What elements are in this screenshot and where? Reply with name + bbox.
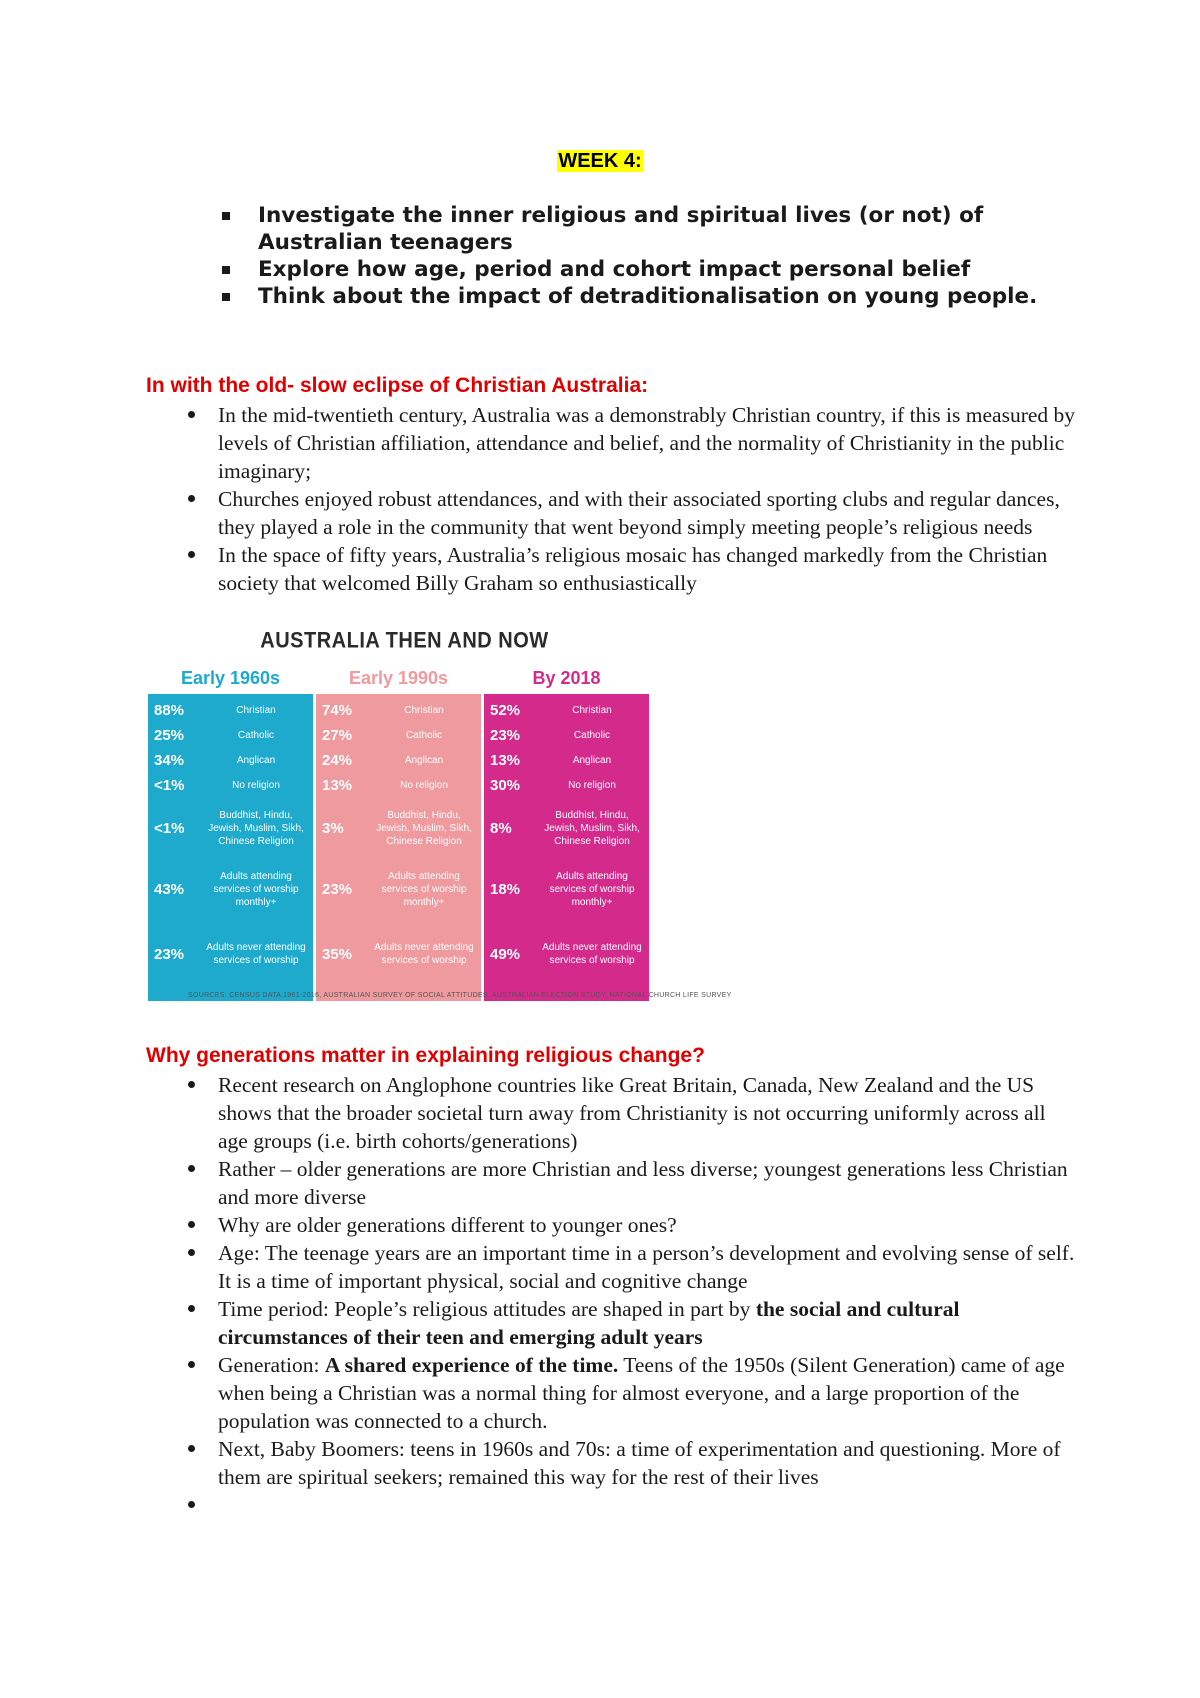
stat-label: Christian [572,704,612,716]
bullet-dot-icon [188,1305,195,1312]
bullet-text: Generation: [218,1353,325,1377]
stat-label: Christian [404,704,444,716]
stat-label: Adults never attending services of worship [206,942,306,966]
stat-percent: 24% [322,751,353,769]
infographic-stat-row [484,920,649,988]
bullet-text: Churches enjoyed robust attendances, and with their associated sporting clubs and regular dances, they played a role in the community that went beyond simply meeting people’s religious needs [218,487,1060,539]
infographic-stat-row [148,798,313,858]
stat-label: Catholic [237,729,275,741]
infographic-column [484,662,649,1001]
stat-label: Adults attending services of worship monthly+ [213,870,299,908]
stat-percent: 25% [154,726,185,744]
bullet-item [180,1071,1080,1155]
bullet-text: Age: The teenage years are an important time in a person’s development and evolving sense of self. It is a time of important physical, social and cognitive change [218,1241,1075,1293]
stat-label: Adults never attending services of worship [374,942,474,966]
column-body [316,694,481,1001]
objective-item [222,256,1102,283]
stat-percent: 43% [154,880,185,898]
bullet-item [180,485,1080,541]
bullet-text: Recent research on Anglophone countries like Great Britain, Canada, New Zealand and the US shows that the broader societal turn away from Christianity is not occurring uniformly across all age groups (i.e. birth cohorts/generations) [218,1073,1046,1153]
stat-percent: 13% [322,776,353,794]
generations-bullets [180,1071,1080,1519]
bullet-dot-icon [188,551,195,558]
bullet-text: Rather – older generations are more Christian and less diverse; youngest generations less Christian and more diverse [218,1157,1068,1209]
stat-percent: 52% [490,701,521,719]
infographic-stat-row [316,860,481,918]
bullet-item [180,1155,1080,1211]
australia-then-and-now-infographic [148,628,732,1000]
bullet-dot-icon [188,495,195,502]
stat-label: Catholic [573,729,611,741]
bullet-item [180,1211,1080,1239]
bullet-text: Why are older generations different to younger ones? [218,1213,677,1237]
stat-percent: 35% [322,945,353,963]
stat-percent: <1% [154,819,185,837]
infographic-stat-row [484,698,649,722]
stat-label: Buddhist, Hindu, Jewish, Muslim, Sikh, Chinese Religion [544,809,640,847]
objective-text: Think about the impact of detraditionalisation on young people. [258,284,1038,309]
bullet-bold-text: A shared experience of the time. [324,1353,619,1377]
stat-label: Buddhist, Hindu, Jewish, Muslim, Sikh, Chinese Religion [208,809,304,847]
infographic-stat-row [484,748,649,772]
bullet-bold-text: the social and cultural circumstances of their teen and emerging adult years [218,1297,960,1349]
bullet-item [180,1351,1080,1435]
stat-percent: 49% [490,945,521,963]
week-label: WEEK 4: [558,150,642,172]
bullet-item [180,1239,1080,1295]
stat-label: Adults never attending services of worship [542,942,642,966]
stat-percent: 18% [490,880,521,898]
stat-percent: 23% [322,880,353,898]
section-heading-christian-australia: In with the old- slow eclipse of Christian Australia: [146,374,649,397]
infographic-source: SOURCES: CENSUS DATA 1961-2016, AUSTRALIAN SURVEY OF SOCIAL ATTITUDES, AUSTRALIAN ELECTION STUDY, NATIONAL CHURCH LIFE SURVEY [188,992,732,999]
stat-percent: 8% [490,819,512,837]
bullet-dot-icon [188,1501,195,1508]
bullet-item [180,401,1080,485]
bullet-dot-icon [188,1081,195,1088]
column-body [484,694,649,1001]
bullet-item [180,541,1080,597]
bullet-dot-icon [188,1165,195,1172]
infographic-stat-row [484,773,649,797]
stat-label: No religion [400,779,448,791]
bullet-item [180,1491,1080,1519]
stat-label: Adults attending services of worship monthly+ [381,870,467,908]
bullet-item [180,1295,1080,1351]
stat-percent: <1% [154,776,185,794]
bullet-text: Time period: People’s religious attitudes are shaped in part by [218,1297,756,1321]
bullet-item [180,1435,1080,1491]
bullet-text: In the mid-twentieth century, Australia was a demonstrably Christian country, if this is measured by levels of Christian affiliation, attendance and belief, and the normality of Christianity in the public imaginary; [218,403,1076,483]
infographic-stat-row [316,798,481,858]
stat-percent: 13% [490,751,521,769]
infographic-column [148,662,313,1001]
stat-label: Anglican [236,754,276,766]
square-bullet-icon [222,212,230,220]
bullet-dot-icon [188,1361,195,1368]
stat-percent: 27% [322,726,353,744]
section-heading-generations: Why generations matter in explaining religious change? [146,1044,705,1067]
bullet-text: Teens of the 1950s (Silent Generation) came of age when being a Christian was a normal thing for almost everyone, and a large proportion of the population was connected to a church. [218,1353,1065,1433]
infographic-stat-row [148,860,313,918]
objectives-list [222,202,1102,310]
stat-percent: 23% [490,726,521,744]
column-period-label: By 2018 [532,668,601,688]
stat-label: Adults attending services of worship monthly+ [549,870,635,908]
stat-percent: 23% [154,945,185,963]
objective-text: Investigate the inner religious and spiritual lives (or not) of Australian teenagers [258,203,984,255]
infographic-stat-row [316,920,481,988]
stat-label: No religion [232,779,280,791]
stat-percent: 88% [154,701,185,719]
stat-label: Catholic [405,729,443,741]
bullet-dot-icon [188,411,195,418]
bullet-text: Next, Baby Boomers: teens in 1960s and 70s: a time of experimentation and questioning. More of them are spiritual seekers; remained this way for the rest of their lives [218,1437,1061,1489]
infographic-title: AUSTRALIA THEN AND NOW [260,628,549,654]
stat-label: Anglican [572,754,612,766]
infographic-stat-row [484,860,649,918]
infographic-stat-row [316,723,481,747]
stat-label: Christian [236,704,276,716]
infographic-stat-row [316,773,481,797]
stat-percent: 74% [322,701,353,719]
bullet-dot-icon [188,1249,195,1256]
objective-item [222,202,1102,256]
bullet-dot-icon [188,1221,195,1228]
objective-text: Explore how age, period and cohort impact personal belief [258,257,971,282]
stat-label: Buddhist, Hindu, Jewish, Muslim, Sikh, Chinese Religion [376,809,472,847]
bullet-dot-icon [188,1445,195,1452]
week-title [0,150,1200,173]
square-bullet-icon [222,293,230,301]
infographic-stat-row [148,773,313,797]
stat-percent: 3% [322,819,344,837]
infographic-stat-row [316,698,481,722]
objective-item [222,283,1102,310]
christian-australia-bullets [180,401,1080,597]
infographic-stat-row [316,748,481,772]
stat-percent: 34% [154,751,185,769]
stat-label: Anglican [404,754,444,766]
infographic-stat-row [484,798,649,858]
stat-percent: 30% [490,776,521,794]
infographic-stat-row [148,698,313,722]
square-bullet-icon [222,266,230,274]
infographic-stat-row [484,723,649,747]
infographic-stat-row [148,920,313,988]
column-period-label: Early 1960s [180,668,281,688]
infographic-stat-row [148,723,313,747]
stat-label: No religion [568,779,616,791]
column-body [148,694,313,1001]
infographic-column [316,662,481,1001]
column-period-label: Early 1990s [348,668,449,688]
bullet-text: In the space of fifty years, Australia’s religious mosaic has changed markedly from the Christian society that welcomed Billy Graham so enthusiastically [218,543,1048,595]
infographic-stat-row [148,748,313,772]
